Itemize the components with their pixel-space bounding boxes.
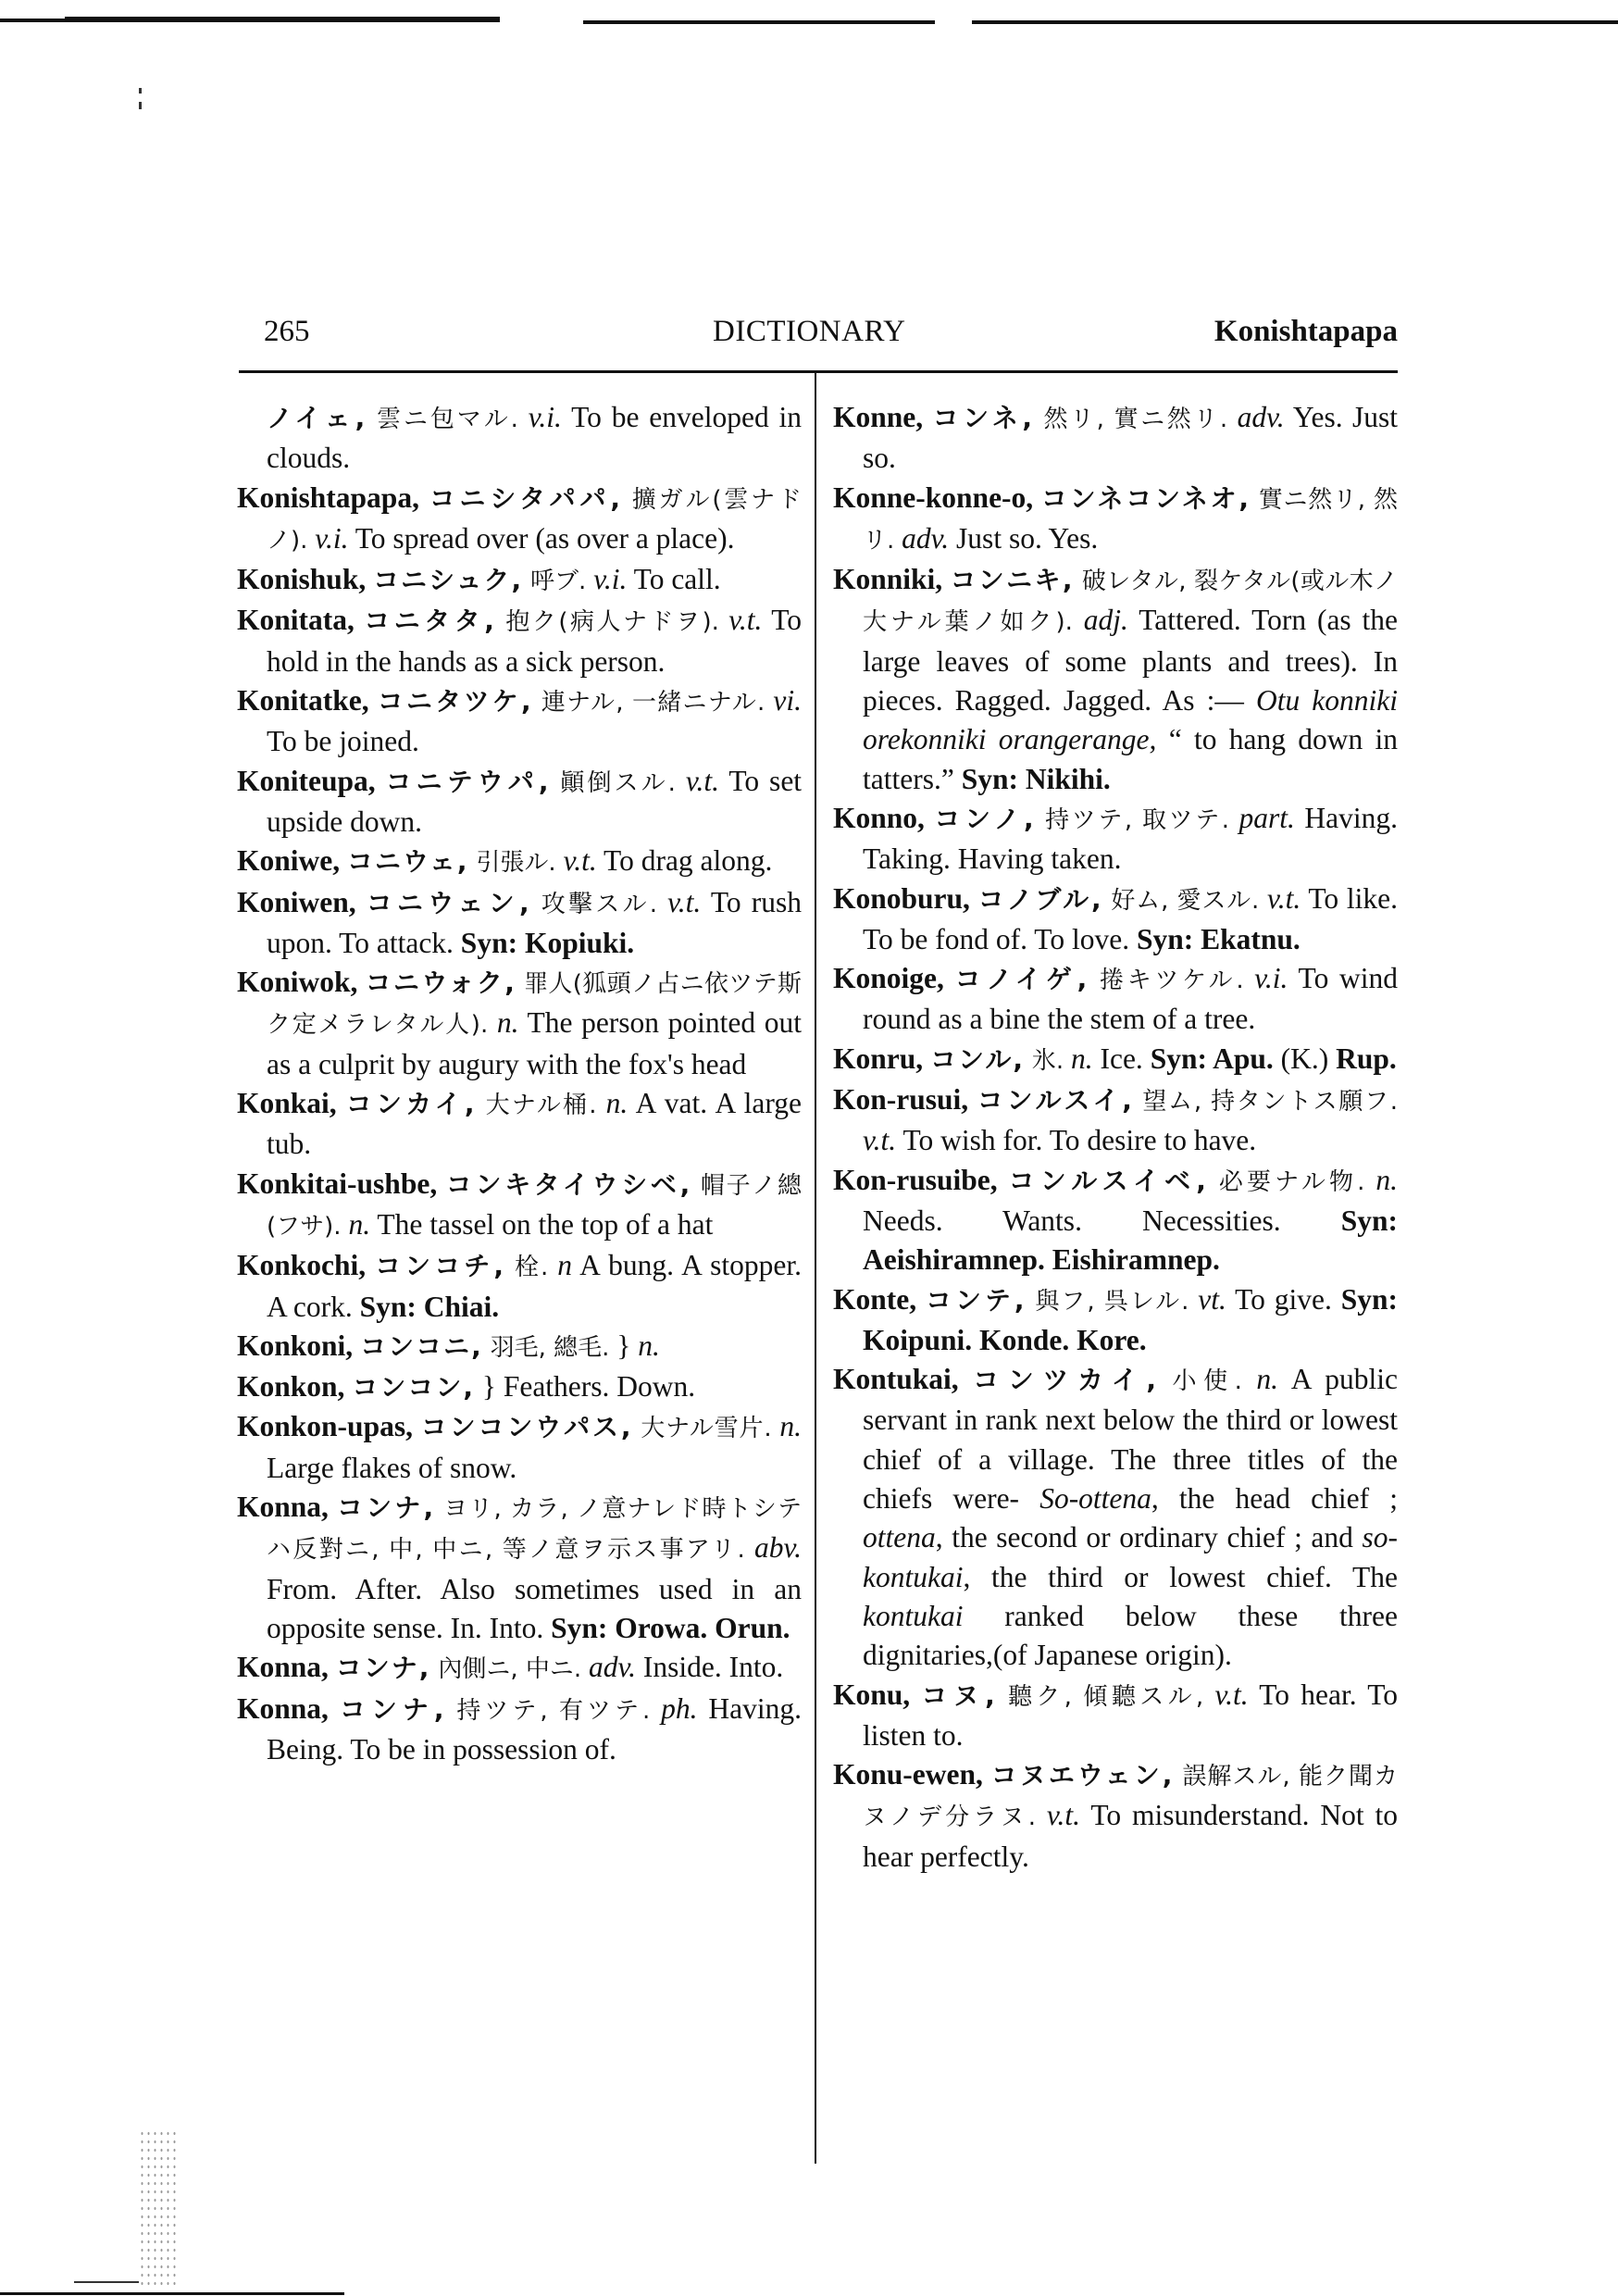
- header-rule: [239, 370, 1398, 373]
- dictionary-entry: [237, 1407, 802, 1488]
- margin-speck: [139, 102, 142, 109]
- italic-term: So-ottena: [1039, 1482, 1151, 1516]
- dialect-marker: (K.): [1280, 1042, 1329, 1075]
- synonym: Syn: Koipuni. Konde. Kore.: [863, 1282, 1399, 1356]
- headword: Kon-rusui,: [833, 1083, 969, 1117]
- japanese-gloss: 雲ニ包マル.: [377, 406, 518, 433]
- definition: From. After. Also sometimes used in an opposite sense. In. Into.: [267, 1572, 802, 1644]
- italic-term: so-kontukai: [863, 1521, 1398, 1593]
- dictionary-entry: [237, 963, 802, 1084]
- page-header: [264, 315, 1398, 361]
- headword: Konitata,: [237, 604, 355, 637]
- definition: A vat. A large tub.: [267, 1087, 802, 1161]
- japanese-gloss: 與フ, 呉レル.: [1035, 1287, 1189, 1316]
- definition: The person pointed out as a culprit by augury with the fox's head: [267, 1006, 803, 1080]
- italic-term: kontukai: [863, 1599, 964, 1632]
- dictionary-entry: [237, 681, 802, 762]
- katakana-reading: コヌエウェン,: [990, 1760, 1175, 1791]
- part-of-speech: n.: [1375, 1163, 1399, 1196]
- part-of-speech: n.: [779, 1410, 803, 1443]
- headword: Konniki,: [833, 563, 943, 596]
- part-of-speech: v.i.: [1254, 962, 1288, 995]
- dictionary-entry: [833, 1161, 1398, 1280]
- headword: Konna,: [237, 1491, 329, 1524]
- dictionary-entry: [237, 1690, 802, 1770]
- synonym: Syn: Aeishiramnep. Eishiramnep.: [863, 1204, 1398, 1277]
- katakana-reading: コンル,: [930, 1043, 1025, 1075]
- definition: Yes. Just so.: [863, 401, 1399, 475]
- definition: To rush upon. To attack.: [267, 885, 803, 959]
- headword: Konkon,: [237, 1370, 345, 1404]
- japanese-gloss: 然リ, 實ニ然リ.: [1043, 406, 1228, 433]
- katakana-reading: コンニキ,: [950, 565, 1075, 596]
- definition: Having. Taking. Having taken.: [863, 801, 1399, 876]
- katakana-reading: コンネコンネオ,: [1040, 482, 1251, 514]
- japanese-gloss: 內側ニ, 中ニ.: [438, 1655, 582, 1684]
- part-of-speech: v.t.: [1214, 1678, 1249, 1711]
- part-of-speech: vt.: [1198, 1282, 1226, 1316]
- definition: Needs. Wants. Necessities.: [863, 1204, 1281, 1237]
- definition: To drag along.: [604, 844, 773, 878]
- katakana-reading: コニウェン,: [366, 887, 531, 918]
- synonym: Syn: Ekatnu.: [1136, 922, 1301, 955]
- japanese-gloss: 好ム, 愛スル.: [1111, 886, 1260, 915]
- dictionary-entry: [833, 959, 1398, 1040]
- part-of-speech: v.t.: [728, 604, 763, 637]
- katakana-reading: コニシュク,: [373, 565, 524, 596]
- definition: Large flakes of snow.: [267, 1451, 517, 1484]
- dictionary-entry: [833, 1755, 1398, 1877]
- japanese-gloss: 持ツテ, 有ツテ.: [456, 1696, 651, 1725]
- headword: Konkochi,: [237, 1249, 367, 1282]
- definition: A public servant in rank next below the third or lowest chief of a village. The three titles of the chiefs were-: [863, 1363, 1399, 1516]
- page-number: 265: [264, 315, 310, 348]
- brace: }: [481, 1370, 496, 1404]
- japanese-gloss: 聽ク, 傾聽スル,: [1007, 1682, 1204, 1711]
- part-of-speech: adv.: [588, 1651, 637, 1684]
- definition: To be joined.: [267, 725, 419, 758]
- katakana-reading: コニタタ,: [364, 605, 496, 637]
- part-of-speech: v.i.: [315, 521, 349, 555]
- definition: To like. To be fond of. To love.: [863, 881, 1399, 955]
- japanese-gloss: 必要ナル物.: [1218, 1167, 1365, 1196]
- japanese-gloss: 擴ガル(雲ナドノ).: [267, 485, 803, 555]
- headword: Kontukai,: [833, 1363, 959, 1396]
- japanese-gloss: 抱ク(病人ナドヲ).: [505, 608, 719, 637]
- katakana-reading: コンコン,: [352, 1372, 475, 1404]
- scan-edge-bottom: [0, 2292, 344, 2295]
- japanese-gloss: 引張ル.: [476, 849, 556, 878]
- dictionary-entry: [237, 560, 802, 601]
- dictionary-entry: [237, 762, 802, 842]
- dictionary-entry: [833, 1080, 1398, 1161]
- dictionary-entry: [833, 1676, 1398, 1756]
- brace: }: [616, 1329, 631, 1362]
- dictionary-entry: [237, 883, 802, 964]
- katakana-reading: コニシタパパ,: [429, 482, 623, 514]
- definition-text: , the head chief ;: [1151, 1482, 1398, 1516]
- definition: To misunderstand. Not to hear perfectly.: [863, 1799, 1398, 1873]
- dictionary-entry: [833, 799, 1398, 880]
- japanese-gloss: 實ニ然リ, 然リ.: [863, 485, 1399, 555]
- katakana-reading: コニウェ,: [347, 846, 469, 878]
- definition: To set upside down.: [267, 764, 803, 838]
- katakana-reading: コンカイ,: [345, 1089, 477, 1120]
- katakana-reading: コンルスイ,: [977, 1085, 1134, 1117]
- definition-text: ranked below these three dignitaries,(of Japanese origin).: [863, 1599, 1398, 1672]
- dictionary-entry: [237, 1367, 802, 1407]
- definition: To be enveloped in clouds.: [267, 401, 803, 475]
- dictionary-entry: [833, 1360, 1398, 1675]
- katakana-reading: コンテ,: [925, 1284, 1027, 1316]
- definition: To give.: [1235, 1282, 1332, 1316]
- part-of-speech: v.t.: [685, 764, 719, 797]
- japanese-gloss: 連ナル, 一緒ニナル.: [541, 689, 765, 718]
- headword: Kon-rusuibe,: [833, 1163, 998, 1196]
- definition: A bung. A stopper. A cork.: [267, 1249, 802, 1323]
- headword: Konna,: [237, 1691, 329, 1725]
- headword: Konishuk,: [237, 563, 367, 596]
- headword: Konru,: [833, 1042, 924, 1075]
- headword: Konu-ewen,: [833, 1758, 983, 1791]
- japanese-gloss: 帽子ノ總(フサ).: [267, 1171, 803, 1241]
- part-of-speech: v.i.: [593, 563, 628, 596]
- definition: “ to hang down in tatters.”: [863, 723, 1399, 795]
- headword: Konno,: [833, 801, 925, 834]
- dictionary-entry: [237, 1648, 802, 1689]
- dictionary-entry: [237, 842, 802, 882]
- katakana-reading: ノイェ,: [267, 403, 367, 433]
- japanese-gloss: 顚倒スル.: [560, 768, 676, 797]
- japanese-gloss: 罪人(狐頭ノ占ニ依ツテ斯ク定メラレタル人).: [267, 970, 802, 1040]
- part-of-speech: vi.: [773, 684, 803, 718]
- part-of-speech: v.t.: [1267, 881, 1301, 915]
- headword: Koniteupa,: [237, 764, 376, 797]
- scan-edge-top: [0, 17, 1618, 26]
- japanese-gloss: ヨリ, カラ, ノ意ナレド時トシテハ反對ニ, 中, 中ニ, 等ノ意ヲ示ス事アリ.: [267, 1495, 803, 1565]
- japanese-gloss: 大ナル雪片.: [641, 1415, 772, 1443]
- dictionary-entry: [833, 1280, 1398, 1361]
- definition: To hold in the hands as a sick person.: [267, 604, 803, 678]
- part-of-speech: v.i.: [528, 401, 562, 433]
- definition-text: , the third or lowest chief. The: [963, 1560, 1398, 1593]
- headword: Konoburu,: [833, 881, 970, 915]
- definition: Having. Being. To be in possession of.: [267, 1691, 803, 1766]
- definition: Ice.: [1100, 1042, 1143, 1075]
- part-of-speech: v.t.: [1046, 1799, 1081, 1832]
- headword: Konkitai-ushbe,: [237, 1167, 438, 1200]
- dictionary-entry: [833, 398, 1398, 479]
- guide-word: Konishtapapa: [1214, 315, 1398, 348]
- definition: To hear. To listen to.: [863, 1678, 1399, 1752]
- synonym: Syn: Chiai.: [359, 1290, 500, 1323]
- part-of-speech: n.: [348, 1207, 371, 1241]
- right-column: [833, 398, 1398, 1877]
- japanese-gloss: 氷.: [1031, 1046, 1064, 1075]
- japanese-gloss: 大ナル桶.: [485, 1092, 597, 1120]
- japanese-gloss: 望ム, 持タントス願フ.: [1142, 1088, 1399, 1117]
- column-divider: [815, 372, 816, 2164]
- synonym: Syn: Orowa. Orun.: [551, 1611, 790, 1644]
- italic-term: ottena: [863, 1521, 936, 1554]
- definition: The tassel on the top of a hat: [377, 1207, 714, 1241]
- headword: Koniwok,: [237, 966, 358, 999]
- definition: Just so. Yes.: [956, 521, 1099, 555]
- part-of-speech: part.: [1238, 801, 1295, 834]
- definition: To wind round as a bine the stem of a tree.: [863, 962, 1399, 1036]
- part-of-speech: v.t.: [863, 1124, 897, 1157]
- japanese-gloss: 持ツテ, 取ツテ.: [1045, 805, 1230, 834]
- dictionary-entry: [833, 560, 1398, 799]
- definition: Tattered. Torn (as the large leaves of some plants and trees). In pieces. Ragged. Jagged. As :—: [863, 604, 1399, 718]
- katakana-reading: コノイゲ,: [954, 964, 1089, 995]
- part-of-speech: n.: [1070, 1042, 1093, 1075]
- japanese-gloss: 呼ブ.: [530, 568, 587, 596]
- katakana-reading: コンナ,: [336, 1492, 436, 1524]
- japanese-gloss: 栓.: [514, 1254, 549, 1282]
- part-of-speech: n.: [496, 1006, 519, 1040]
- headword: Konne-konne-o,: [833, 480, 1034, 514]
- dictionary-entry: [833, 479, 1398, 561]
- part-of-speech: n.: [638, 1329, 660, 1362]
- definition: To call.: [633, 563, 721, 596]
- katakana-reading: コンナ,: [339, 1693, 446, 1725]
- definition: To spread over (as over a place).: [355, 521, 735, 555]
- part-of-speech: adv.: [902, 521, 950, 555]
- dictionary-entry: [237, 1165, 802, 1247]
- scan-noise: [139, 2129, 176, 2287]
- katakana-reading: コンルスイベ,: [1008, 1165, 1208, 1196]
- part-of-speech: adj.: [1083, 604, 1128, 637]
- headword: Konu,: [833, 1678, 911, 1711]
- katakana-reading: コヌ,: [921, 1679, 997, 1711]
- katakana-reading: コンナ,: [335, 1653, 431, 1684]
- headword: Koniwe,: [237, 844, 341, 878]
- part-of-speech: ph.: [661, 1691, 698, 1725]
- japanese-gloss: 小使.: [1172, 1367, 1242, 1396]
- japanese-gloss: 誤解スル, 能ク聞カヌノデ分ラヌ.: [863, 1763, 1399, 1832]
- dictionary-entry: [833, 880, 1398, 960]
- japanese-gloss: 攻擊スル.: [541, 890, 657, 918]
- part-of-speech: n: [557, 1249, 572, 1282]
- headword: Konkoni,: [237, 1329, 354, 1362]
- dictionary-entry: [237, 479, 802, 561]
- headword: Konoige,: [833, 962, 944, 995]
- part-of-speech: v.t.: [563, 844, 597, 878]
- definition: Feathers. Down.: [503, 1370, 696, 1404]
- part-of-speech: adv.: [1237, 401, 1285, 433]
- katakana-reading: コノブル,: [977, 883, 1103, 915]
- katakana-reading: コンノ,: [934, 803, 1036, 834]
- synonym: Syn: Kopiuki.: [460, 926, 635, 959]
- dictionary-entry: [237, 398, 802, 479]
- part-of-speech: v.t.: [667, 885, 702, 918]
- japanese-gloss: 捲キツケル.: [1099, 967, 1244, 995]
- dictionary-entry: [237, 1246, 802, 1327]
- headword: Konishtapapa,: [237, 480, 419, 514]
- headword: Konte,: [833, 1282, 917, 1316]
- katakana-reading: コニウォク,: [365, 967, 517, 999]
- definition-text: , the second or ordinary chief ; and: [935, 1521, 1363, 1554]
- headword: Konitatke,: [237, 684, 369, 718]
- headword: Koniwen,: [237, 885, 356, 918]
- katakana-reading: コンネ,: [932, 403, 1035, 433]
- katakana-reading: コンコニ,: [360, 1330, 483, 1362]
- katakana-reading: コンコチ,: [375, 1251, 505, 1282]
- part-of-speech: abv.: [753, 1531, 802, 1565]
- katakana-reading: コニテウパ,: [385, 766, 551, 797]
- headword: Konkai,: [237, 1087, 337, 1120]
- scan-edge-bottom: [74, 2281, 139, 2283]
- synonym: Rup.: [1336, 1042, 1397, 1075]
- katakana-reading: コンキタイウシベ,: [445, 1168, 692, 1200]
- part-of-speech: n.: [605, 1087, 629, 1120]
- katakana-reading: コニタツケ,: [377, 686, 533, 718]
- dictionary-entry: [237, 1084, 802, 1165]
- example-phrase: Otu konniki orekonniki orangerange,: [863, 684, 1399, 756]
- dictionary-entry: [237, 1488, 802, 1648]
- dictionary-entry: [833, 1040, 1398, 1080]
- headword: Konne,: [833, 401, 924, 433]
- margin-speck: [139, 88, 142, 94]
- japanese-gloss: 破レタル, 裂ケタル(或ル木ノ大ナル葉ノ如ク).: [863, 568, 1399, 637]
- headword: Konna,: [237, 1651, 329, 1684]
- definition: To wish for. To desire to have.: [902, 1124, 1257, 1157]
- synonym: Syn: Apu.: [1150, 1042, 1274, 1075]
- part-of-speech: n.: [1256, 1363, 1279, 1396]
- katakana-reading: コンコンウパス,: [420, 1412, 633, 1443]
- dictionary-entry: [237, 601, 802, 681]
- dictionary-entry: [237, 1327, 802, 1367]
- left-column: [237, 398, 802, 1769]
- japanese-gloss: 羽毛, 總毛.: [490, 1333, 610, 1362]
- synonym: Syn: Nikihi.: [961, 762, 1111, 795]
- running-title: DICTIONARY: [713, 315, 906, 348]
- definition: Inside. Into.: [642, 1651, 784, 1684]
- katakana-reading: コンツカイ,: [973, 1365, 1158, 1396]
- headword: Konkon-upas,: [237, 1410, 413, 1443]
